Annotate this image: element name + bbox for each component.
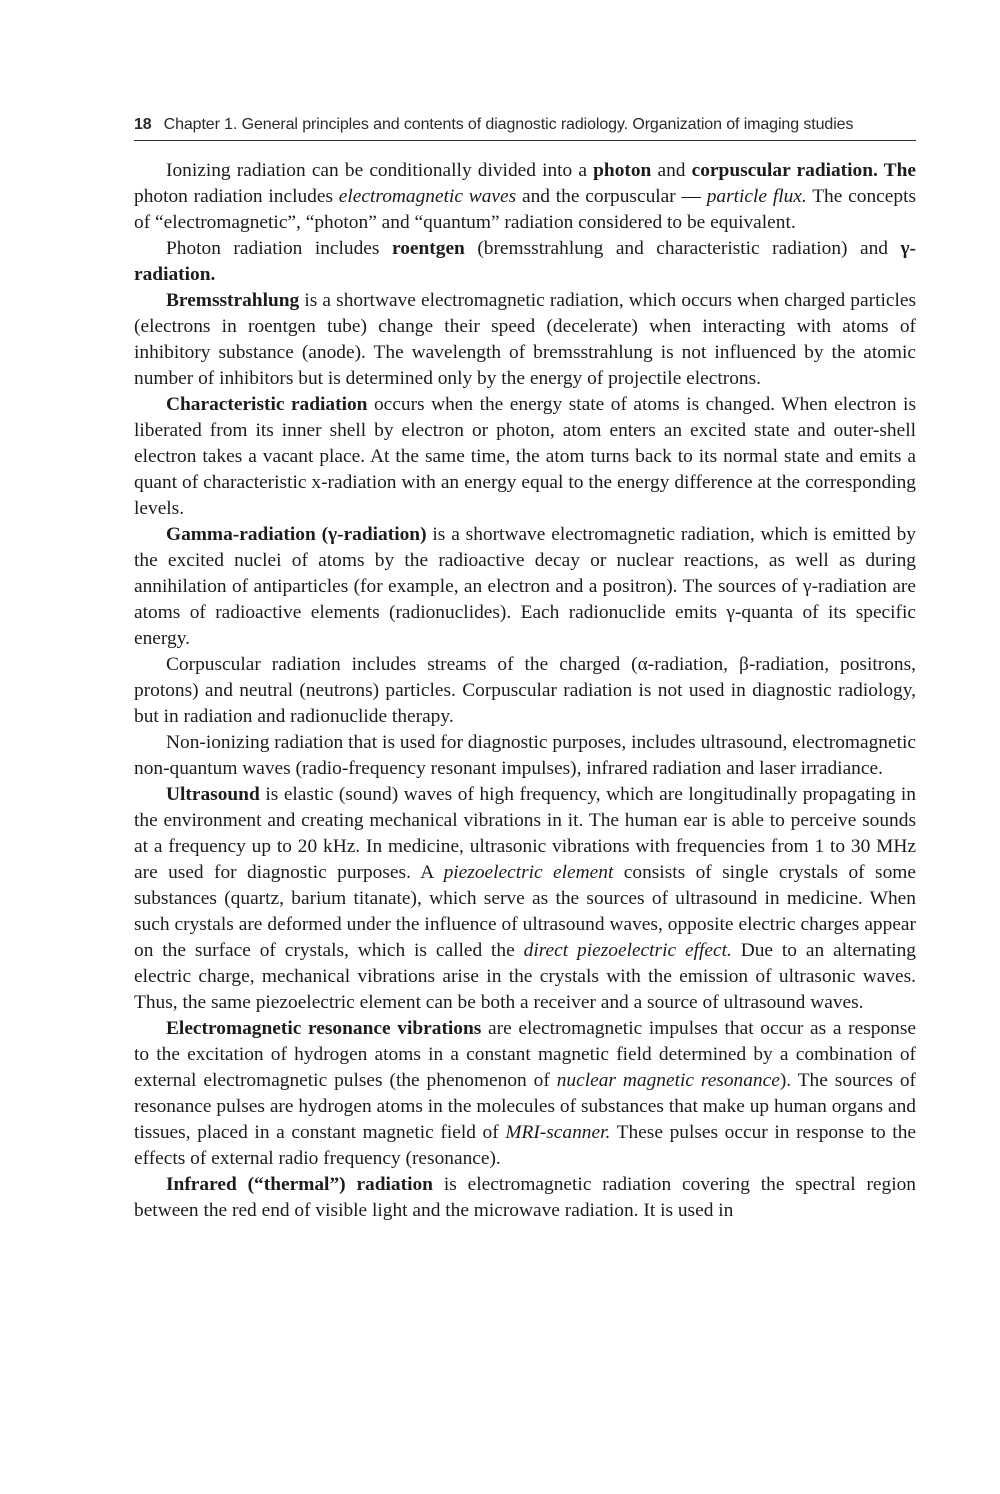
paragraph-bremsstrahlung: [134, 288, 916, 392]
term-nuclear-magnetic-resonance: nuclear magnetic resonance: [556, 1070, 780, 1091]
term-mri-scanner: MRI-scanner.: [505, 1122, 611, 1143]
term-characteristic-radiation: Characteristic radiation: [166, 394, 368, 415]
term-piezoelectric-element: piezoelectric element: [443, 862, 614, 883]
text-run: are electromagnetic impulses that occur as a response to the excitation of hydrogen atoms in a constant magnetic field determined by a combination of external electromagnetic pulses (the phenomenon of: [134, 1018, 916, 1091]
text-run: and: [651, 160, 692, 181]
text-run: Ionizing radiation can be conditionally divided into a: [166, 160, 594, 181]
paragraph-non-ionizing-radiation: [134, 730, 916, 782]
term-corpuscular-radiation: corpuscular radiation. The: [691, 160, 916, 181]
paragraph-characteristic-radiation: [134, 392, 916, 522]
term-direct-piezoelectric-effect: direct piezoelectric effect.: [523, 940, 732, 961]
text-run: occurs when the energy state of atoms is changed. When electron is liberated from its inner shell by electron or photon, atom enters an excited state and outer-shell electron takes a vacant place. At the same time, the atom turns back to its normal state and emits a quant of characteristic x-radiation with an energy equal to the energy difference at the corresponding levels.: [134, 394, 916, 519]
paragraph-photon-radiation: [134, 236, 916, 288]
text-run: Non-ionizing radiation that is used for diagnostic purposes, includes ultrasound, electromagnetic non-quantum waves (radio-frequency resonant impulses), infrared radiation and laser irradiance.: [134, 732, 916, 779]
text-run: These pulses occur in response to the effects of external radio frequency (resonance).: [134, 1122, 917, 1169]
paragraph-infrared-radiation: [134, 1172, 916, 1224]
term-electromagnetic-waves: electromagnetic waves: [338, 186, 517, 207]
text-run: The concepts of “electromagnetic”, “photon” and “quantum” radiation considered to be equivalent.: [134, 186, 916, 233]
text-run: is electromagnetic radiation covering the spectral region between the red end of visible light and the microwave radiation. It is used in: [134, 1174, 916, 1221]
text-run: is a shortwave electromagnetic radiation, which is emitted by the excited nuclei of atoms by the radioactive decay or nuclear reactions, as well as during annihilation of antiparticles (for example, an electron and a positron). The sources of γ-radiation are atoms of radioactive elements (radionuclides). Each radionuclide emits γ-quanta of its specific energy.: [134, 524, 916, 649]
text-run: consists of single crystals of some substances (quartz, barium titanate), which serve as the sources of ultrasound in medicine. When such crystals are deformed under the influence of ultrasound waves, opposite electric charges appear on the surface of crystals, which is called the: [134, 862, 916, 961]
text-run: is a shortwave electromagnetic radiation, which occurs when charged particles (electrons in roentgen tube) change their speed (decelerate) when interacting with atoms of inhibitory substance (anode). The wavelength of bremsstrahlung is not influenced by the atomic number of inhibitors but is determined only by the energy of projectile electrons.: [134, 290, 916, 389]
term-roentgen: roentgen: [391, 238, 465, 259]
text-run: photon radiation includes: [134, 186, 339, 207]
paragraph-corpuscular-radiation: [134, 652, 916, 730]
term-particle-flux: particle flux.: [706, 186, 807, 207]
running-title: Chapter 1. General principles and contents of diagnostic radiology. Organization of imaging studies: [163, 116, 854, 133]
running-header: [134, 114, 916, 141]
term-electromagnetic-resonance-vibrations: Electromagnetic resonance vibrations: [166, 1018, 482, 1039]
paragraph-ultrasound: [134, 782, 916, 1016]
term-ultrasound: Ultrasound: [166, 784, 260, 805]
term-photon: photon: [593, 160, 652, 181]
text-run: Due to an alternating electric charge, mechanical vibrations arise in the crystals with the emission of ultrasonic waves. Thus, the same piezoelectric element can be both a receiver and a source of ultrasound waves.: [134, 940, 916, 1013]
text-run: Photon radiation includes: [166, 238, 392, 259]
page-number: 18: [134, 116, 152, 133]
paragraph-gamma-radiation: [134, 522, 916, 652]
text-run: Corpuscular radiation includes streams of the charged (α-radiation, β-radiation, positrons, protons) and neutral (neutrons) particles. Corpuscular radiation is not used in diagnostic radiology, but in radiation and radionuclide therapy.: [134, 654, 916, 727]
term-gamma-radiation: Gamma-radiation (γ-radiation): [166, 524, 427, 545]
term-bremsstrahlung: Bremsstrahlung: [166, 290, 300, 311]
paragraph-electromagnetic-resonance: [134, 1016, 916, 1172]
term-gamma-radiation: γ-radiation.: [134, 238, 916, 285]
text-run: (bremsstrahlung and characteristic radiation) and: [464, 238, 901, 259]
body-text: [134, 158, 916, 1224]
term-infrared-radiation: Infrared (“thermal”) radiation: [166, 1174, 433, 1195]
text-run: is elastic (sound) waves of high frequency, which are longitudinally propagating in the environment and creating mechanical vibrations in it. The human ear is able to perceive sounds at a frequency up to 20 kHz. In medicine, ultrasonic vibrations with frequencies from 1 to 30 MHz are used for diagnostic purposes. A: [134, 784, 916, 883]
text-run: ). The sources of resonance pulses are hydrogen atoms in the molecules of substances that make up human organs and tissues, placed in a constant magnetic field of: [134, 1070, 917, 1143]
text-run: and the corpuscular —: [516, 186, 707, 207]
paragraph-photon-corpuscular: [134, 158, 916, 236]
